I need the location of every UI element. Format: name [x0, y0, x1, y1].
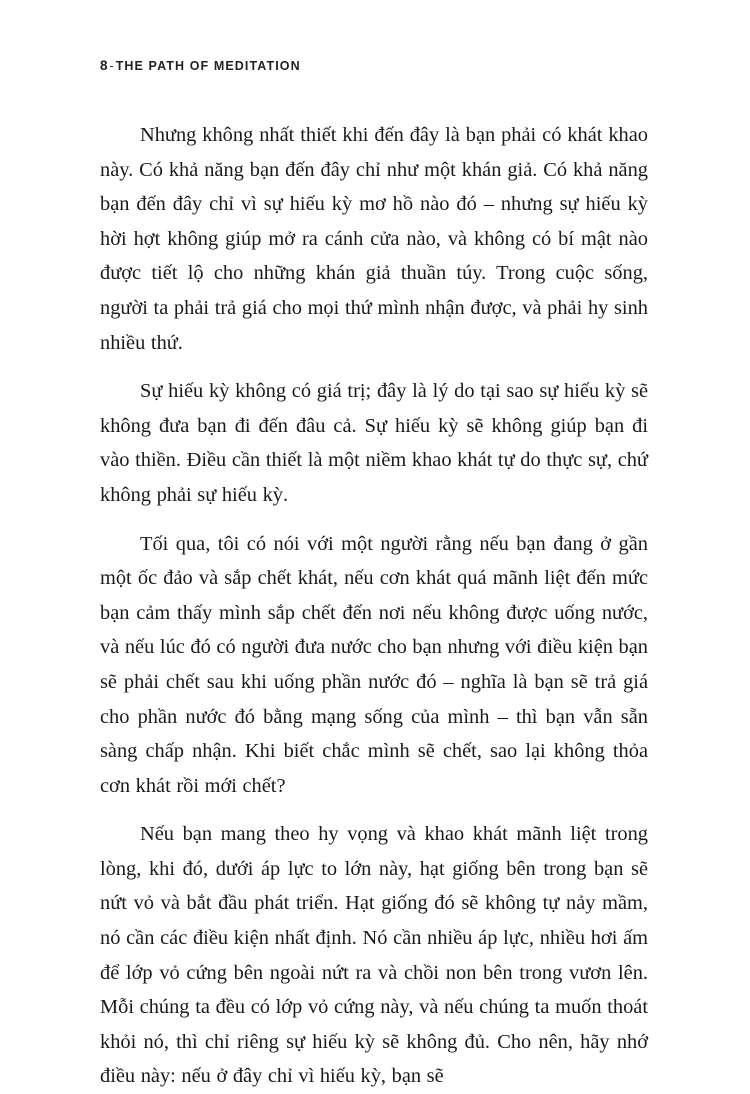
running-head: [100, 58, 650, 73]
running-head-dash: -: [109, 59, 114, 73]
paragraph: Tối qua, tôi có nói với một người rằng nếu bạn đang ở gần một ốc đảo và sắp chết khát, nếu cơn khát quá mãnh liệt đến mức bạn cảm thấy mình sắp chết đến nơi nếu không được uống nước, và nếu lúc đó có người đưa nước cho bạn nhưng với điều kiện bạn sẽ phải chết sau khi uống phần nước đó – nghĩa là bạn sẽ trả giá cho phần nước đó bằng mạng sống của mình – thì bạn vẫn sẵn sàng chấp nhận. Khi biết chắc mình sẽ chết, sao lại không thỏa cơn khát rồi mới chết?: [100, 532, 648, 797]
paragraph: Sự hiếu kỳ không có giá trị; đây là lý do tại sao sự hiếu kỳ sẽ không đưa bạn đi đến đâu cả. Sự hiếu kỳ sẽ không giúp bạn đi vào thiền. Điều cần thiết là một niềm khao khát tự do thực sự, chứ không phải sự hiếu kỳ.: [100, 380, 648, 506]
paragraph: Nhưng không nhất thiết khi đến đây là bạn phải có khát khao này. Có khả năng bạn đến đây chỉ như một khán giả. Có khả năng bạn đến đây chỉ vì sự hiếu kỳ mơ hồ nào đó – nhưng sự hiếu kỳ hời hợt không giúp mở ra cánh cửa nào, và không có bí mật nào được tiết lộ cho những khán giả thuần túy. Trong cuộc sống, người ta phải trả giá cho mọi thứ mình nhận được, và phải hy sinh nhiều thứ.: [100, 124, 648, 354]
page-number: 8: [100, 58, 108, 73]
running-head-title: THE PATH OF MEDITATION: [115, 59, 301, 73]
paragraph: Nếu bạn mang theo hy vọng và khao khát mãnh liệt trong lòng, khi đó, dưới áp lực to lớn này, hạt giống bên trong bạn sẽ nứt vỏ và bắt đầu phát triển. Hạt giống đó sẽ không tự nảy mầm, nó cần các điều kiện nhất định. Nó cần nhiều áp lực, nhiều hơi ấm để lớp vỏ cứng bên ngoài nứt ra và chồi non bên trong vươn lên. Mỗi chúng ta đều có lớp vỏ cứng này, và nếu chúng ta muốn thoát khỏi nó, thì chỉ riêng sự hiếu kỳ sẽ không đủ. Cho nên, hãy nhớ điều này: nếu ở đây chỉ vì hiếu kỳ, bạn sẽ: [100, 823, 648, 1088]
body-text: [100, 118, 648, 1094]
